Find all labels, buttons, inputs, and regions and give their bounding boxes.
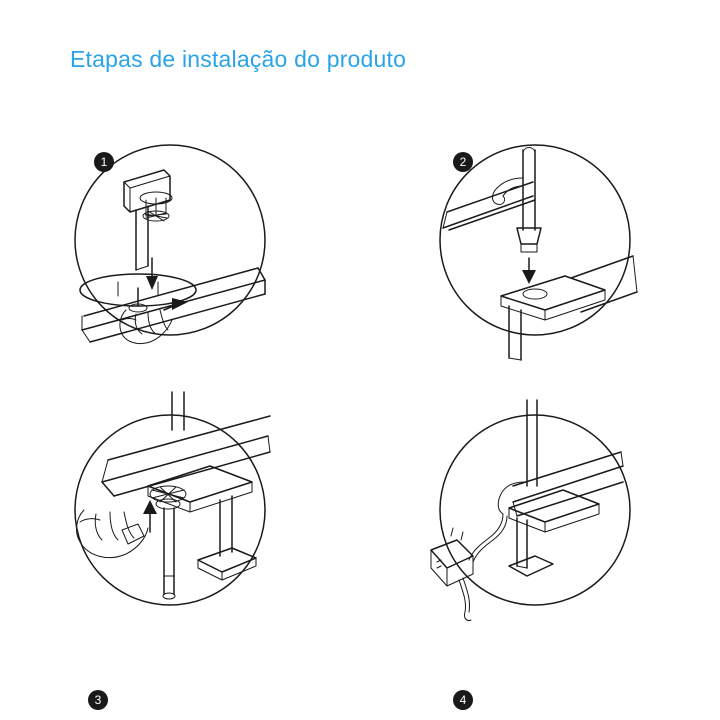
step-number-badge: 4 (453, 690, 473, 710)
step-3-illustration (60, 390, 360, 650)
step-4-illustration (385, 390, 685, 650)
page-title: Etapas de instalação do produto (70, 46, 407, 72)
step-2-illustration (385, 120, 685, 380)
step-3 (60, 390, 360, 707)
step-2 (385, 120, 685, 380)
steps-container (0, 110, 720, 707)
step-number-badge: 2 (453, 152, 473, 172)
step-number-badge: 3 (88, 690, 108, 710)
step-4 (385, 390, 685, 707)
step-number-badge: 1 (94, 152, 114, 172)
step-1 (60, 120, 360, 380)
